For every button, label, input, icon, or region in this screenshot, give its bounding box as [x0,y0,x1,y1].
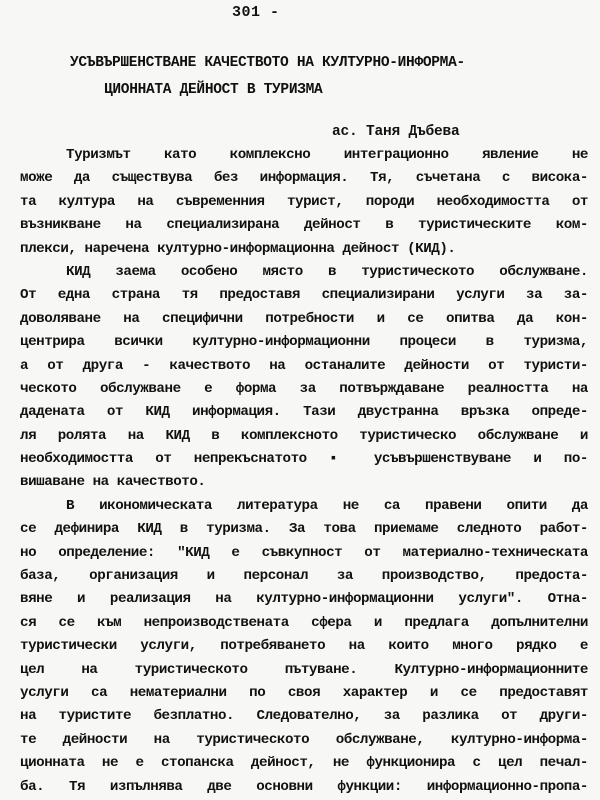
page-number: 301 - [232,4,280,21]
author-name: ас. Таня Дъбева [332,124,460,140]
text-line: ба. Тя изпълнява две основни функции: информационно-пропа- [20,778,588,795]
article-title-line-2: ЦИОННАТА ДЕЙНОСТ В ТУРИЗМА [104,82,323,98]
text-line: та култура на съвременния турист, породи необходимостта от [20,193,588,210]
body-text [20,144,588,799]
text-line: на туристите безплатно. Следователно, за разлика от други- [20,708,588,725]
text-line: От една страна тя предоставя специализирани услуги за за- [20,287,588,304]
text-line: база, организация и персонал за производство, предоста- [20,568,588,585]
text-line: плекси, наречена културно-информационна дейност (КИД). [20,240,456,257]
text-line: В икономическата литература не са правени опити да [66,497,588,514]
article-title [70,50,570,104]
text-line: ческото обслужване е форма за потвърждаване реалността на [20,380,588,397]
text-line: може да съществува без информация. Тя, съчетана с висока- [20,170,588,187]
text-line: вишаване на качеството. [20,474,206,491]
text-line: центрира всички културно-информационни процеси в туризма, [20,334,588,351]
text-line: но определение: "КИД е съвкупност от материално-техническата [20,544,588,561]
text-line: цел на туристическото пътуване. Културно-информационните [20,661,588,678]
text-line: а от друга - качеството на останалите дейности от туристи- [20,357,588,374]
text-line: необходимостта от непрекъснатото ▪ усъвършенствуване и по- [20,451,588,468]
text-line: ционната не е стопанска дейност, не функционира с цел печал- [20,755,588,772]
text-line: се дефинира КИД в туризма. За това приемаме следното работ- [20,521,588,538]
text-line: Туризмът като комплексно интеграционно явление не [66,147,588,163]
text-line: ся се към непроизводствената сфера и предлага допълнителни [20,614,588,631]
text-line: те дейности на туристическото обслужване, културно-информа- [20,731,588,748]
text-line: ля ролята на КИД в комплексното туристическо обслужване и [20,427,588,444]
text-line: услуги са нематериални по своя характер и се предоставят [20,684,588,701]
text-line: КИД заема особено място в туристическото обслужване. [66,263,588,280]
text-line: туристически услуги, потребяването на които много рядко е [20,638,588,655]
text-line: доволяване на специфични потребности и се опитва да кон- [20,310,588,327]
text-line: дадената от КИД информация. Тази двустранна връзка опреде- [20,404,588,421]
text-line: възникване на специализирана дейност в туристическите ком- [20,217,588,234]
article-title-line-1: УСЪВЪРШЕНСТВАНЕ КАЧЕСТВОТО НА КУЛТУРНО-ИНФОРМА- [70,55,465,71]
text-line: вяне и реализация на културно-информационни услуги". Отна- [20,591,588,608]
